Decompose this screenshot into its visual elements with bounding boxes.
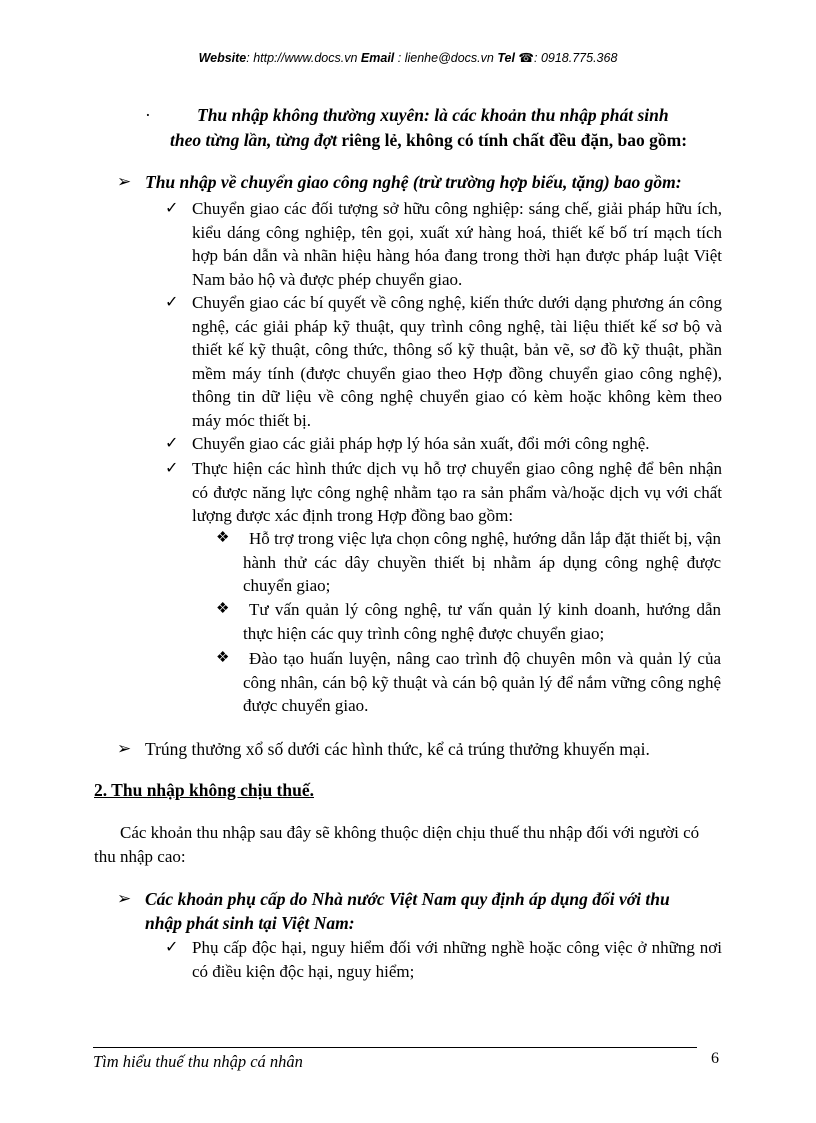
- page-header: [0, 50, 816, 65]
- intro-line-2: [170, 128, 687, 153]
- intro-line-1: Thu nhập không thường xuyên: là các khoản thu nhập phát sinh: [197, 105, 669, 125]
- footer-divider: [93, 1047, 697, 1048]
- intro-line-2-rest: riêng lẻ, không có tính chất đều đặn, bao gồm:: [337, 130, 688, 150]
- page-number: 6: [711, 1050, 719, 1067]
- bullet-dot: ·: [145, 105, 151, 125]
- tel-value: : 0918.775.368: [534, 51, 618, 65]
- bullet-lottery-text: Trúng thưởng xổ số dưới các hình thức, kể cả trúng thưởng khuyến mại.: [145, 739, 650, 759]
- section-paragraph-text: Các khoản thu nhập sau đây sẽ không thuộc diện chịu thuế thu nhập đối với người có thu nhập cao:: [94, 823, 700, 866]
- diamond-item-text: Hỗ trợ trong việc lựa chọn công nghệ, hướng dẫn lắp đặt thiết bị, vận hành thử các dây chuyền thiết bị nhằm áp dụng công nghệ được chuyển giao;: [243, 529, 721, 595]
- email-label: Email: [360, 51, 395, 65]
- check-item-text: Chuyển giao các giải pháp hợp lý hóa sản xuất, đổi mới công nghệ.: [192, 434, 650, 453]
- section-title: 2. Thu nhập không chịu thuế.: [94, 780, 314, 800]
- intro-line-2-italic: theo từng lần, từng đợt: [170, 130, 337, 150]
- bullet-allowance-line-1: Các khoản phụ cấp do Nhà nước Việt Nam quy định áp dụng đối với thu: [145, 889, 670, 909]
- bullet-allowance-line-2: nhập phát sinh tại Việt Nam:: [145, 913, 355, 933]
- website-label: Website: [198, 51, 247, 65]
- diamond-bullet-icon: ❖: [216, 530, 230, 546]
- check-item-text: Chuyển giao các bí quyết về công nghệ, kiến thức dưới dạng phương án công nghệ, các giải pháp kỹ thuật, quy trình công nghệ, tài liệu thiết kế sơ bộ và thiết kế kỹ thuật, công thức, thông số kỹ thuật, bản vẽ, sơ đồ kỹ thuật, phần mềm máy tính (được chuyển giao theo Hợp đồng chuyển giao công nghệ), thông tin dữ liệu về công nghệ chuyển giao có kèm hoặc không kèm theo máy móc thiết bị.: [192, 293, 722, 430]
- section-paragraph: [94, 821, 724, 869]
- check-icon: ✓: [165, 939, 179, 956]
- bullet-tech-transfer-text: Thu nhập về chuyển giao công nghệ (trừ trường hợp biếu, tặng) bao gồm:: [145, 172, 682, 192]
- check-item-text: Phụ cấp độc hại, nguy hiểm đối với những nghề hoặc công việc ở những nơi có điều kiện độc hại, nguy hiểm;: [192, 938, 722, 981]
- check-icon: ✓: [165, 200, 179, 217]
- check-icon: ✓: [165, 294, 179, 311]
- footer-title: Tìm hiểu thuế thu nhập cá nhân: [93, 1052, 303, 1071]
- check-item-text: Chuyển giao các đối tượng sở hữu công nghiệp: sáng chế, giải pháp hữu ích, kiểu dáng công nghiệp, tên gọi, xuất xứ hàng hoá, thiết kế bố trí mạch tích hợp bán dẫn và nhãn hiệu hàng hóa đang trong thời hạn được pháp luật Việt Nam bảo hộ và được phép chuyển giao.: [192, 199, 722, 289]
- arrow-bullet-icon: ➢: [117, 889, 132, 908]
- arrow-bullet-icon: ➢: [117, 739, 132, 758]
- phone-icon: ☎: [518, 51, 534, 65]
- check-item-text: Thực hiện các hình thức dịch vụ hỗ trợ chuyển giao công nghệ để bên nhận có được năng lực công nghệ nhằm tạo ra sản phẩm và/hoặc dịch vụ với chất lượng được xác định trong Hợp đồng bao gồm:: [192, 459, 722, 525]
- email-value: : lienhe@docs.vn: [397, 51, 494, 65]
- arrow-bullet-icon: ➢: [117, 172, 132, 191]
- check-icon: ✓: [165, 435, 179, 452]
- diamond-bullet-icon: ❖: [216, 650, 230, 666]
- website-value: : http://www.docs.vn: [246, 51, 358, 65]
- diamond-item-text: Tư vấn quản lý công nghệ, tư vấn quản lý kinh doanh, hướng dẫn thực hiện các quy trình công nghệ được chuyển giao;: [243, 600, 721, 643]
- diamond-item-text: Đào tạo huấn luyện, nâng cao trình độ chuyên môn và quản lý của công nhân, cán bộ kỹ thuật và cán bộ quản lý để nắm vững công nghệ được chuyển giao.: [243, 649, 721, 715]
- diamond-bullet-icon: ❖: [216, 601, 230, 617]
- tel-label: Tel: [497, 51, 515, 65]
- check-icon: ✓: [165, 460, 179, 477]
